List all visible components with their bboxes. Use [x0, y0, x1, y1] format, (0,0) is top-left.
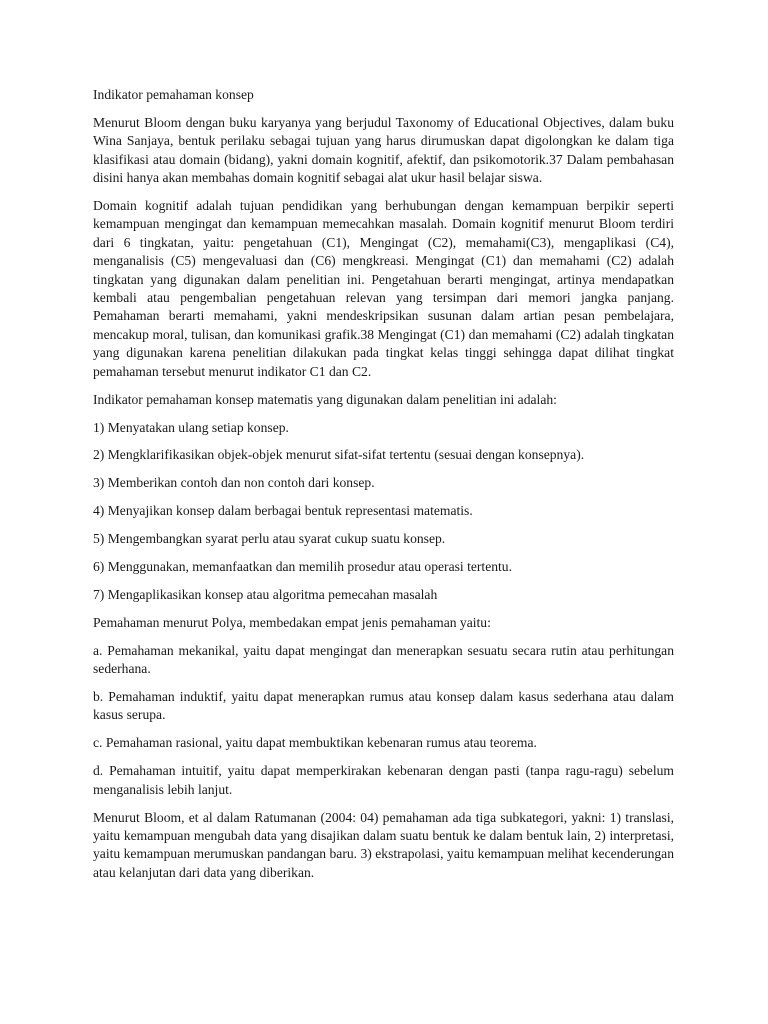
indikator-item-7: 7) Mengaplikasikan konsep atau algoritma pemecahan masalah: [93, 586, 438, 602]
indikator-item-6: 6) Menggunakan, memanfaatkan dan memilih prosedur atau operasi tertentu.: [93, 559, 512, 575]
polya-item-d: d. Pemahaman intuitif, yaitu dapat memperkirakan kebenaran dengan pasti (tanpa ragu-ragu) sebelum menganalisis lebih lanjut.: [93, 763, 674, 797]
paragraph-intro-bloom: Menurut Bloom dengan buku karyanya yang berjudul Taxonomy of Educational Objectives, dalam buku Wina Sanjaya, bentuk perilaku sebagai tujuan yang harus dirumuskan dapat digolongkan ke dalam tiga klasifikasi atau domain (bidang), yakni domain kognitif, afektif, dan psikomotorik.37 Dalam pembahasan disini hanya akan membahas domain kognitif sebagai alat ukur hasil belajar siswa.: [93, 114, 674, 186]
indikator-item-3: 3) Memberikan contoh dan non contoh dari konsep.: [93, 475, 375, 491]
document-heading: Indikator pemahaman konsep: [93, 87, 254, 102]
indikator-item-1: 1) Menyatakan ulang setiap konsep.: [93, 419, 289, 435]
paragraph-polya-intro: Pemahaman menurut Polya, membedakan empat jenis pemahaman yaitu:: [93, 614, 491, 630]
paragraph-domain-kognitif: Domain kognitif adalah tujuan pendidikan yang berhubungan dengan kemampuan berpikir seperti kemampuan mengingat dan kemampuan memecahkan masalah. Domain kognitif menurut Bloom terdiri dari 6 tingkatan, yaitu: pengetahuan (C1), Mengingat (C2), memahami(C3), mengaplikasi (C4), menganalisis (C5) mengevaluasi dan (C6) mengkreasi. Mengingat (C1) dan memahami (C2) adalah tingkatan yang digunakan dalam penelitian ini. Pengetahuan berarti mengingat, artinya mendapatkan kembali atau pengembalian pengetahuan relevan yang tersimpan dari memori jangka panjang. Pemahaman berarti memahami, yakni mendeskripsikan susunan dalam artian pesan pembelajara, mencakup moral, tulisan, dan komunikasi grafik.38 Mengingat (C1) dan memahami (C2) adalah tingkatan yang digunakan karena penelitian dilakukan pada tingkat kelas tinggi sehingga dapat dilihat tingkat pemahaman tersebut menurut indikator C1 dan C2.: [93, 198, 674, 379]
document-page: [93, 86, 674, 892]
polya-item-c: c. Pemahaman rasional, yaitu dapat membuktikan kebenaran rumus atau teorema.: [93, 735, 537, 751]
indikator-item-4: 4) Menyajikan konsep dalam berbagai bentuk representasi matematis.: [93, 503, 473, 519]
polya-item-a: a. Pemahaman mekanikal, yaitu dapat mengingat dan menerapkan sesuatu secara rutin atau perhitungan sederhana.: [93, 642, 674, 677]
indikator-item-2: 2) Mengklarifikasikan objek-objek menurut sifat-sifat tertentu (sesuai dengan konsepnya).: [93, 447, 585, 463]
paragraph-ratumanan: Menurut Bloom, et al dalam Ratumanan (2004: 04) pemahaman ada tiga subkategori, yakni: 1) translasi, yaitu kemampuan mengubah data yang disajikan dalam suatu bentuk ke dalam bentuk lain, 2) interpretasi, yaitu kemampuan merumuskan pandangan baru. 3) ekstrapolasi, yaitu kemampuan melihat kecenderungan atau kelanjutan dari data yang diberikan.: [93, 809, 674, 880]
polya-item-b: b. Pemahaman induktif, yaitu dapat menerapkan rumus atau konsep dalam kasus sederhana atau dalam kasus serupa.: [93, 689, 674, 723]
indikator-item-5: 5) Mengembangkan syarat perlu atau syarat cukup suatu konsep.: [93, 531, 446, 547]
paragraph-indikator-intro: Indikator pemahaman konsep matematis yang digunakan dalam penelitian ini adalah:: [93, 391, 557, 407]
